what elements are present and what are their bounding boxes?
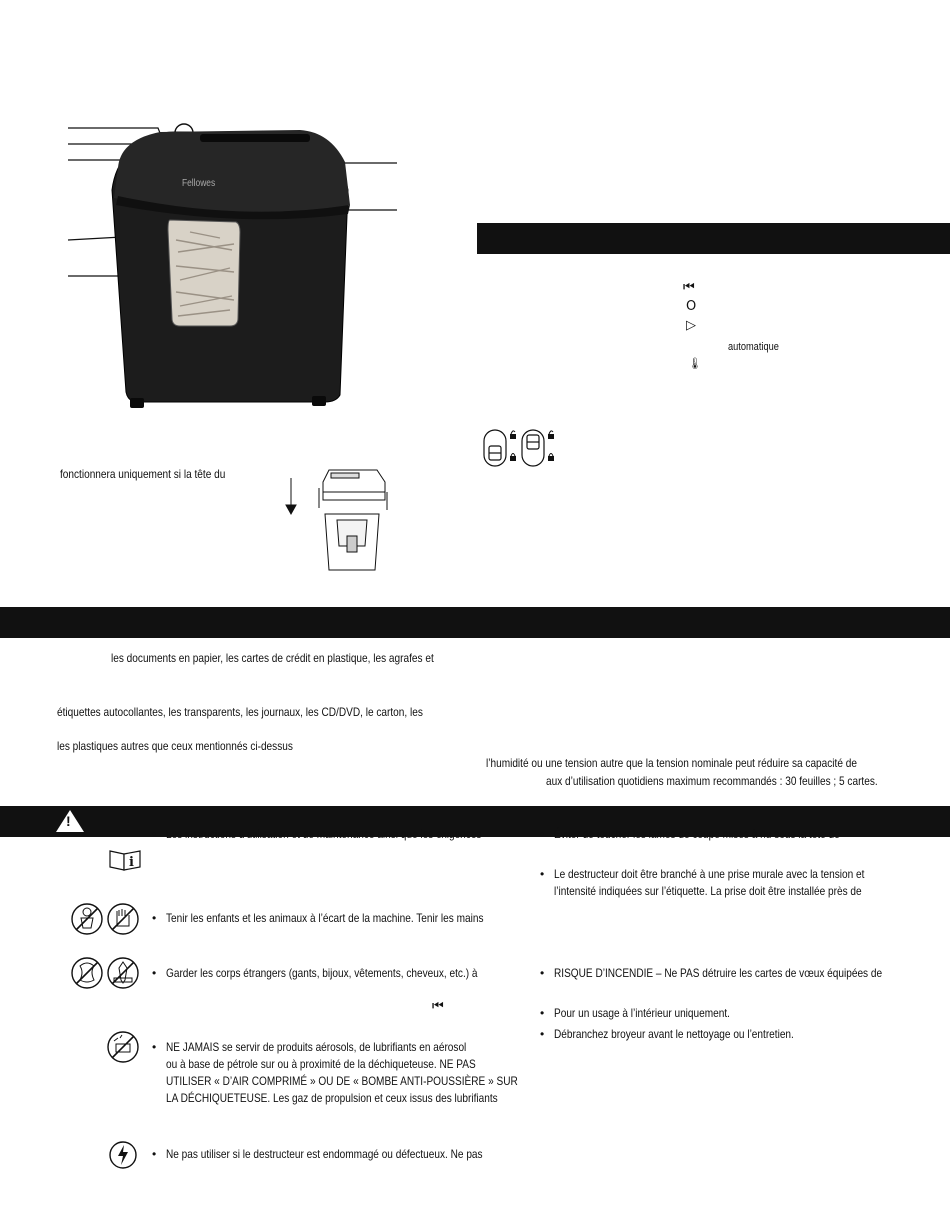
safety-left-line-4: NE JAMAIS se servir de produits aérosols, de lubrifiants en aérosol: [166, 1040, 467, 1054]
bullet-mark: •: [540, 1027, 545, 1041]
thermometer-icon: 🌡: [688, 357, 702, 370]
reverse-icon: ⏮: [683, 280, 695, 295]
no-loose-items-icon: [70, 956, 104, 990]
bullet-mark: •: [152, 911, 157, 925]
safety-right-line-6: Débranchez broyeur avant le nettoyage ou l’entretien.: [554, 1027, 794, 1041]
bullet-mark: •: [152, 827, 157, 841]
safety-left-line-2: Tenir les enfants et les animaux à l’écart de la machine. Tenir les mains: [166, 911, 484, 925]
safety-right-line-4: RISQUE D’INCENDIE – Ne PAS détruire les cartes de vœux équipées de: [554, 966, 883, 980]
bullet-mark: •: [540, 1006, 545, 1020]
bullet-mark: •: [540, 827, 545, 841]
head-note: fonctionnera uniquement si la tête du: [60, 467, 226, 481]
safety-left-line-5: ou à base de pétrole sur ou à proximité de la déchiqueteuse. NE PAS: [166, 1057, 476, 1071]
head-removal-diagram: [315, 464, 405, 584]
on-icon: ▷: [686, 318, 696, 333]
capabilities-header-bar: [0, 607, 950, 638]
shredder-figure: [0, 0, 950, 430]
manual-info-icon: [108, 848, 142, 872]
controls-header-bar: [477, 223, 950, 254]
svg-text:i: i: [129, 855, 134, 870]
capability-line-4: l’humidité ou une tension autre que la tension nominale peut réduire sa capacité de: [486, 756, 857, 770]
no-aerosol-icon: [106, 1030, 140, 1064]
capability-line-2: étiquettes autocollantes, les transparents, les journaux, les CD/DVD, le carton, les: [57, 705, 423, 719]
bullet-mark: •: [540, 966, 545, 980]
warning-mark: !: [66, 813, 71, 829]
brand-label: Fellowes: [182, 178, 216, 189]
no-children-icon: [70, 902, 104, 936]
safety-left-line-1: Les instructions d’utilisation et de maintenance ainsi que les exigences: [166, 827, 482, 841]
bullet-mark: •: [152, 1147, 157, 1161]
safety-right-line-1: Éviter de toucher les lames de coupe mises à nu sous la tête de: [554, 827, 840, 841]
safety-left-line-7: LA DÉCHIQUETEUSE. Les gaz de propulsion et ceux issus des lubrifiants: [166, 1091, 498, 1105]
safety-right-line-5: Pour un usage à l’intérieur uniquement.: [554, 1006, 730, 1020]
safety-left-line-3: Garder les corps étrangers (gants, bijoux, vêtements, cheveux, etc.) à: [166, 966, 478, 980]
reverse-icon-inline: ⏮: [432, 999, 444, 1014]
safety-right-line-3: l’intensité indiquées sur l’étiquette. La prise doit être installée près de: [554, 884, 862, 898]
capability-line-5: aux d’utilisation quotidiens maximum recommandés : 30 feuilles ; 5 cartes.: [546, 774, 878, 788]
electric-hazard-icon: [108, 1140, 138, 1170]
capability-line-1: les documents en papier, les cartes de crédit en plastique, les agrafes et: [111, 651, 434, 665]
safety-left-line-6: UTILISER « D’AIR COMPRIMÉ » OU DE « BOMBE ANTI-POUSSIÈRE » SUR: [166, 1074, 518, 1088]
safety-left-line-8: Ne pas utiliser si le destructeur est endommagé ou défectueux. Ne pas: [166, 1147, 483, 1161]
bullet-mark: •: [152, 966, 157, 980]
off-icon: O: [686, 299, 697, 314]
capability-line-3: les plastiques autres que ceux mentionnés ci-dessus: [57, 739, 293, 753]
bullet-mark: •: [540, 867, 545, 881]
auto-label: automatique: [728, 341, 779, 353]
bullet-mark: •: [152, 1040, 157, 1054]
lock-switch-icon: [482, 428, 562, 468]
safety-right-line-2: Le destructeur doit être branché à une prise murale avec la tension et: [554, 867, 865, 881]
no-ties-icon: [106, 956, 140, 990]
no-hands-icon: [106, 902, 140, 936]
